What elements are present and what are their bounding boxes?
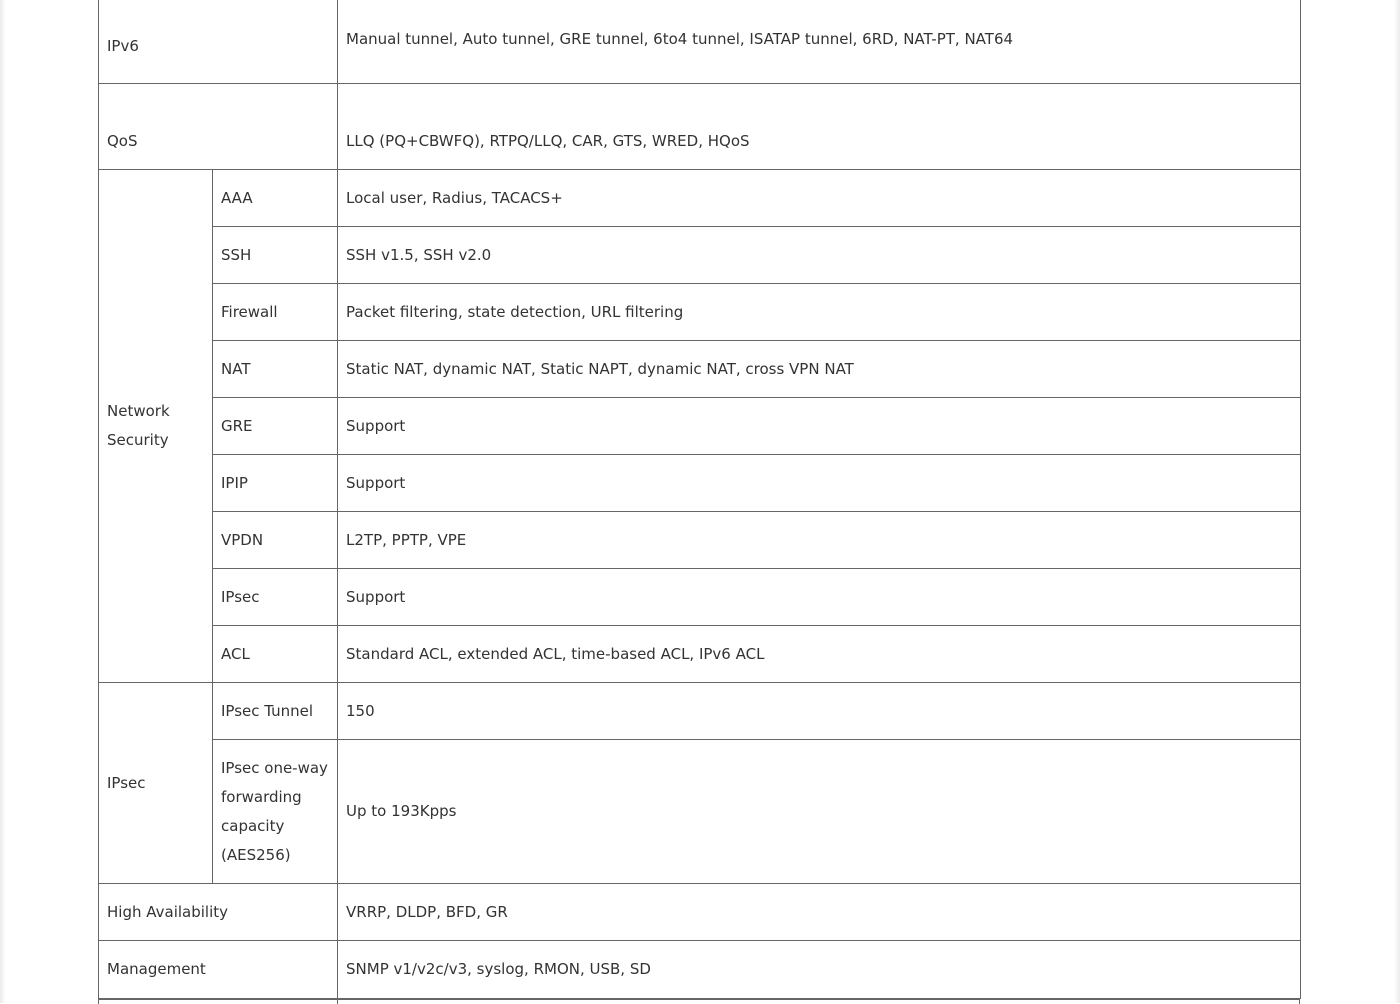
sub-label-vpdn: VPDN: [213, 512, 338, 569]
next-row-divider: [1299, 1000, 1300, 1004]
table-row: [99, 284, 1301, 341]
next-row-divider: [337, 1000, 338, 1004]
sub-label-ipsec-forwarding: IPsec one-way forwarding capacity (AES256): [213, 740, 338, 884]
next-row-top-border: [98, 999, 1300, 1004]
table-row-qos: [99, 84, 1301, 170]
page-shadow-right: [1394, 0, 1400, 1003]
row-value-high-availability: VRRP, DLDP, BFD, GR: [338, 884, 1301, 941]
sub-value-ipsec-tunnel: 150: [338, 683, 1301, 740]
sub-value-ipsec-forwarding: Up to 193Kpps: [338, 740, 1301, 884]
table-row: [99, 398, 1301, 455]
table-row-management: [99, 941, 1301, 999]
spec-table-container: [98, 0, 1300, 999]
row-value-ipv6: Manual tunnel, Auto tunnel, GRE tunnel, 6to4 tunnel, ISATAP tunnel, 6RD, NAT-PT, NAT64: [338, 0, 1301, 84]
row-value-qos: LLQ (PQ+CBWFQ), RTPQ/LLQ, CAR, GTS, WRED, HQoS: [338, 84, 1301, 170]
sub-label-firewall: Firewall: [213, 284, 338, 341]
sub-value-ipsec: Support: [338, 569, 1301, 626]
table-row: [99, 227, 1301, 284]
sub-label-gre: GRE: [213, 398, 338, 455]
sub-value-nat: Static NAT, dynamic NAT, Static NAPT, dynamic NAT, cross VPN NAT: [338, 341, 1301, 398]
table-row: [99, 740, 1301, 884]
sub-label-ipip: IPIP: [213, 455, 338, 512]
sub-label-nat: NAT: [213, 341, 338, 398]
sub-label-ssh: SSH: [213, 227, 338, 284]
row-label-management: Management: [99, 941, 338, 999]
table-row: [99, 455, 1301, 512]
sub-label-acl: ACL: [213, 626, 338, 683]
table-row: [99, 626, 1301, 683]
group-label-ipsec: IPsec: [99, 683, 213, 884]
row-label-qos: QoS: [99, 84, 338, 170]
sub-value-vpdn: L2TP, PPTP, VPE: [338, 512, 1301, 569]
sub-label-aaa: AAA: [213, 170, 338, 227]
table-row-high-availability: [99, 884, 1301, 941]
page-shadow-left: [0, 0, 6, 1003]
sub-value-ssh: SSH v1.5, SSH v2.0: [338, 227, 1301, 284]
table-row: [99, 170, 1301, 227]
group-label-network-security: Network Security: [99, 170, 213, 683]
table-row: [99, 569, 1301, 626]
table-row: [99, 341, 1301, 398]
table-row-ipv6: [99, 0, 1301, 84]
specifications-table: [98, 0, 1301, 999]
sub-value-acl: Standard ACL, extended ACL, time-based ACL, IPv6 ACL: [338, 626, 1301, 683]
row-label-ipv6: IPv6: [99, 0, 338, 84]
row-value-management: SNMP v1/v2c/v3, syslog, RMON, USB, SD: [338, 941, 1301, 999]
row-label-high-availability: High Availability: [99, 884, 338, 941]
sub-value-ipip: Support: [338, 455, 1301, 512]
sub-value-gre: Support: [338, 398, 1301, 455]
table-row: [99, 683, 1301, 740]
sub-label-ipsec: IPsec: [213, 569, 338, 626]
sub-value-aaa: Local user, Radius, TACACS+: [338, 170, 1301, 227]
next-row-divider: [98, 1000, 99, 1004]
table-row: [99, 512, 1301, 569]
sub-label-ipsec-tunnel: IPsec Tunnel: [213, 683, 338, 740]
sub-value-firewall: Packet filtering, state detection, URL filtering: [338, 284, 1301, 341]
